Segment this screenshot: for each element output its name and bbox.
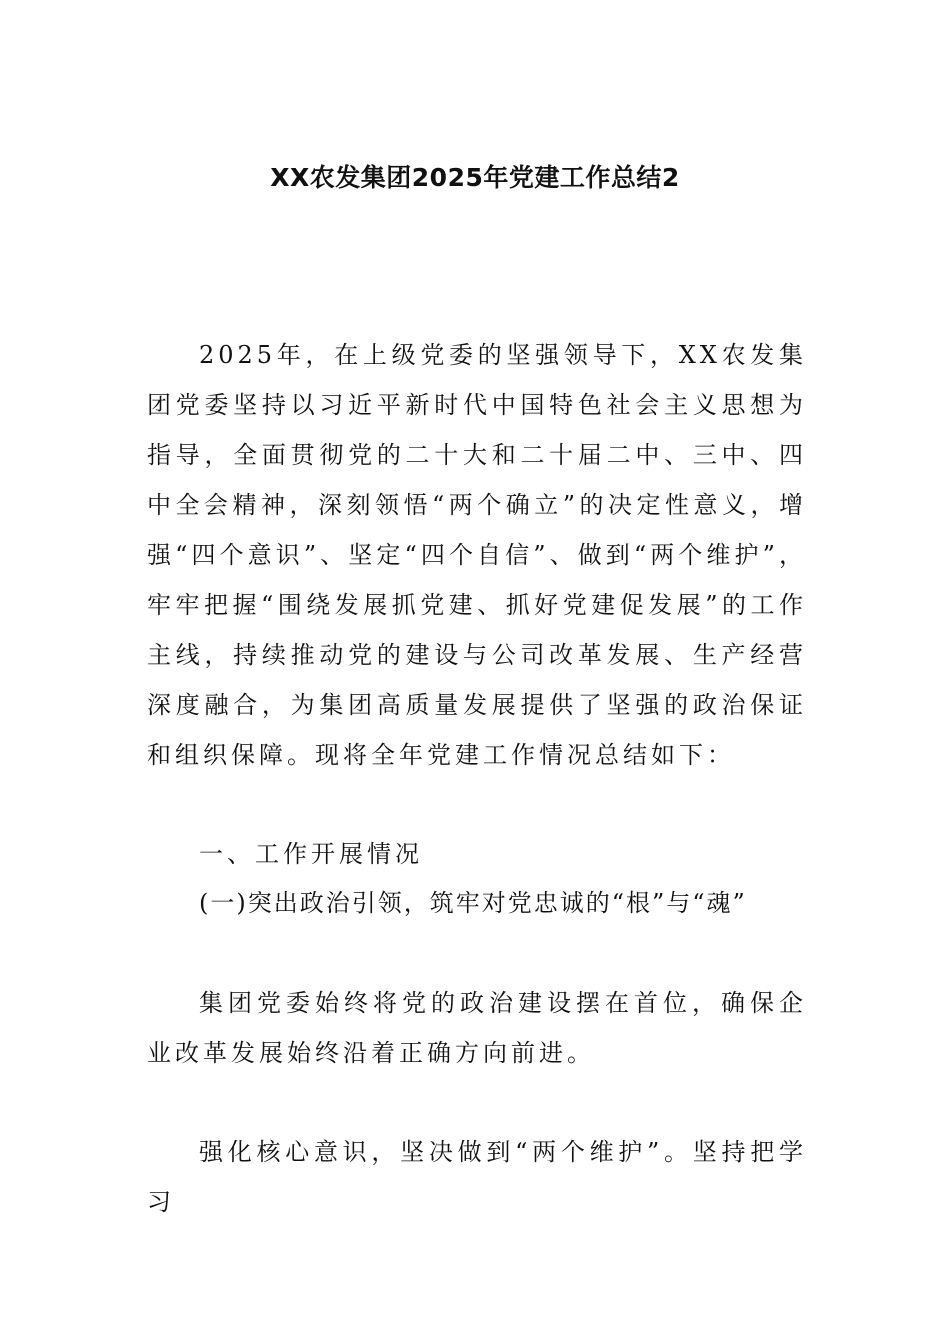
body-paragraph: 集团党委始终将党的政治建设摆在首位，确保企业改革发展始终沿着正确方向前进。: [147, 989, 807, 1067]
intro-paragraph: 2025年，在上级党委的坚强领导下，XX农发集团党委坚持以习近平新时代中国特色社会主义思想为指导，全面贯彻党的二十大和二十届二中、三中、四中全会精神，深刻领悟“两个确立”的决定性意义，增强“四个意识”、坚定“四个自信”、做到“两个维护”，牢牢把握“围绕发展抓党建、抓好党建促发展”的工作主线，持续推动党的建设与公司改革发展、生产经营深度融合，为集团高质量发展提供了坚强的政治保证和组织保障。现将全年党建工作情况总结如下：: [147, 341, 807, 769]
document-title: XX农发集团2025年党建工作总结2: [270, 163, 680, 192]
subsection-heading: (一)突出政治引领，筑牢对党忠诚的“根”与“魂”: [199, 889, 747, 917]
section-heading: 一、工作开展情况: [199, 840, 423, 868]
body-paragraph: 强化核心意识，坚决做到“两个维护”。坚持把学习: [147, 1138, 807, 1216]
